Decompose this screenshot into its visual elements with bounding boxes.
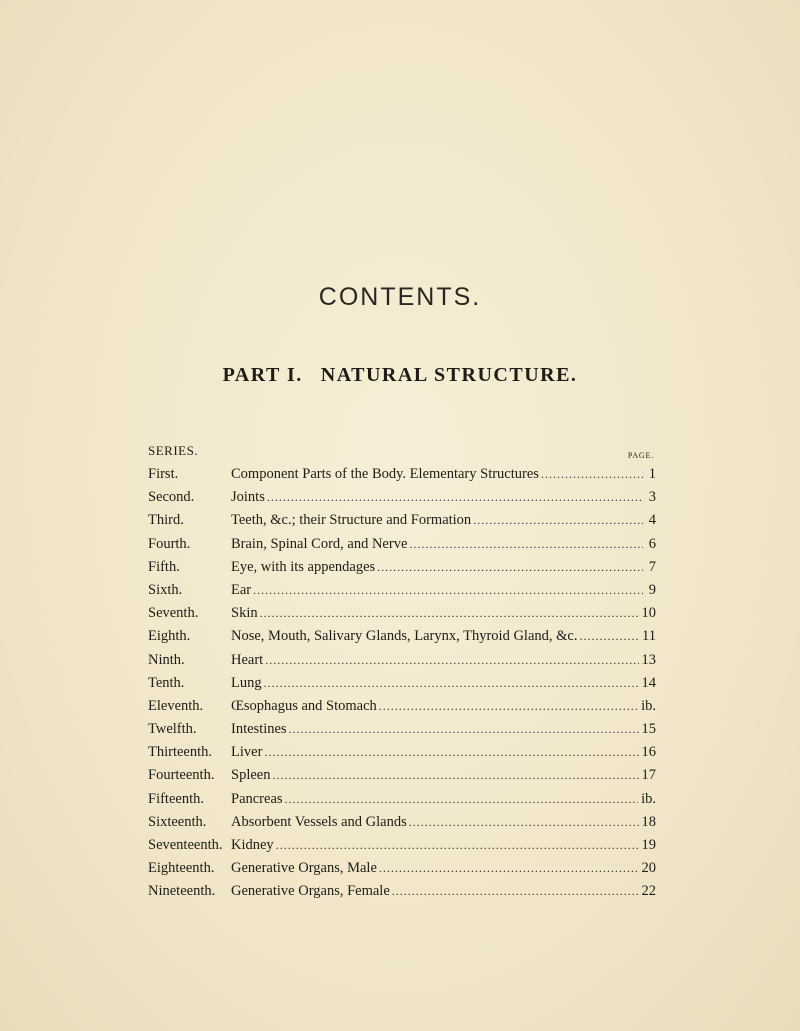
entry-series: Thirteenth. xyxy=(148,744,213,761)
entry-leader xyxy=(231,582,656,599)
entry-page-number: 17 xyxy=(641,767,656,784)
entry-page-number: 20 xyxy=(641,860,656,877)
contents-entry xyxy=(0,883,800,906)
contents-entry xyxy=(0,814,800,837)
contents-entry xyxy=(0,767,800,790)
entry-leader xyxy=(231,652,656,669)
entry-title: Spleen xyxy=(231,767,271,784)
contents-list xyxy=(0,466,800,907)
entry-title: Œsophagus and Stomach xyxy=(231,697,377,714)
entry-series: Fourteenth. xyxy=(148,767,215,784)
entry-page-number: 15 xyxy=(641,721,656,738)
entry-leader xyxy=(231,744,656,761)
entry-series: Third. xyxy=(148,512,184,529)
dot-leader xyxy=(579,629,639,644)
entry-leader xyxy=(231,698,656,715)
entry-series: Ninth. xyxy=(148,651,185,668)
entry-series: Fifteenth. xyxy=(148,790,204,807)
contents-entry xyxy=(0,791,800,814)
entry-title: Pancreas xyxy=(231,790,283,807)
entry-page-number: 14 xyxy=(641,674,656,691)
part-name: NATURAL STRUCTURE. xyxy=(320,364,578,386)
entry-page-number: 3 xyxy=(648,489,656,506)
entry-title: Lung xyxy=(231,674,262,691)
entry-leader xyxy=(231,883,656,900)
contents-entry xyxy=(0,559,800,582)
entry-series: Twelfth. xyxy=(148,721,197,738)
dot-leader xyxy=(409,815,639,830)
entry-page-number: 16 xyxy=(641,744,656,761)
series-column-header: SERIES. xyxy=(148,443,199,458)
entry-title: Liver xyxy=(231,744,263,761)
entry-leader xyxy=(231,791,656,808)
entry-leader xyxy=(231,559,656,576)
entry-title: Component Parts of the Body. Elementary Structures xyxy=(231,466,539,482)
entry-leader xyxy=(231,605,656,622)
page-column-header: PAGE. xyxy=(627,451,654,460)
entry-leader xyxy=(231,767,656,784)
entry-page-number: 19 xyxy=(641,837,656,853)
entry-page-number: 22 xyxy=(641,883,656,900)
entry-title: Generative Organs, Male xyxy=(231,860,377,877)
entry-leader xyxy=(231,721,656,738)
dot-leader xyxy=(379,699,638,714)
entry-title: Ear xyxy=(231,581,252,598)
contents-entry xyxy=(0,628,800,651)
dot-leader xyxy=(253,583,643,598)
contents-entry xyxy=(0,721,800,744)
contents-entry xyxy=(0,512,800,535)
dot-leader xyxy=(276,838,639,853)
entry-series: Sixth. xyxy=(148,581,183,598)
dot-leader xyxy=(264,676,639,691)
entry-leader xyxy=(231,489,656,506)
part-number: PART I. xyxy=(222,364,303,386)
contents-entry xyxy=(0,536,800,559)
entry-series: Nineteenth. xyxy=(148,883,216,900)
entry-leader xyxy=(231,814,656,831)
contents-entry xyxy=(0,675,800,698)
dot-leader xyxy=(541,467,643,482)
part-heading xyxy=(0,364,800,387)
page-title: CONTENTS. xyxy=(318,283,482,311)
contents-entry xyxy=(0,605,800,628)
entry-title: Intestines xyxy=(231,721,287,738)
entry-page-number: ib. xyxy=(641,790,656,807)
entry-page-number: 11 xyxy=(642,628,656,645)
entry-series: Tenth. xyxy=(148,674,185,691)
entry-title: Skin xyxy=(231,605,258,622)
entry-title: Generative Organs, Female xyxy=(231,883,390,900)
dot-leader xyxy=(260,606,639,621)
entry-title: Absorbent Vessels and Glands xyxy=(231,813,407,830)
entry-series: Fifth. xyxy=(148,558,180,575)
entry-title: Kidney xyxy=(231,837,274,853)
entry-page-number: 18 xyxy=(641,813,656,830)
dot-leader xyxy=(264,745,638,760)
entry-title: Joints xyxy=(231,489,265,506)
entry-series: Second. xyxy=(148,489,195,506)
entry-series: Seventh. xyxy=(148,605,199,622)
entry-leader xyxy=(231,466,656,483)
entry-title: Heart xyxy=(231,651,264,668)
dot-leader xyxy=(409,537,643,552)
dot-leader xyxy=(379,861,639,876)
dot-leader xyxy=(473,513,643,528)
entry-leader xyxy=(231,860,656,877)
entry-title: Brain, Spinal Cord, and Nerve xyxy=(231,535,408,552)
entry-leader xyxy=(231,837,656,854)
dot-leader xyxy=(265,653,638,668)
contents-entry xyxy=(0,466,800,489)
entry-leader xyxy=(231,675,656,692)
entry-series: Seventeenth. xyxy=(148,837,223,853)
entry-series: Fourth. xyxy=(148,535,191,552)
dot-leader xyxy=(272,768,638,783)
entry-page-number: 10 xyxy=(641,605,656,622)
entry-page-number: 1 xyxy=(648,466,656,482)
entry-series: Eighteenth. xyxy=(148,860,215,877)
dot-leader xyxy=(392,884,639,899)
entry-series: Eleventh. xyxy=(148,697,204,714)
contents-entry xyxy=(0,744,800,767)
entry-title: Nose, Mouth, Salivary Glands, Larynx, Thyroid Gland, &c. xyxy=(231,628,578,645)
entry-title: Teeth, &c.; their Structure and Formation xyxy=(231,512,472,529)
contents-entry xyxy=(0,489,800,512)
dot-leader xyxy=(289,722,639,737)
dot-leader xyxy=(377,560,643,575)
dot-leader xyxy=(267,490,643,505)
entry-leader xyxy=(231,536,656,553)
entry-series: First. xyxy=(148,466,179,482)
entry-page-number: 7 xyxy=(648,558,656,575)
entry-leader xyxy=(231,628,656,645)
dot-leader xyxy=(285,792,639,807)
entry-page-number: 6 xyxy=(648,535,656,552)
entry-leader xyxy=(231,512,656,529)
entry-page-number: 9 xyxy=(648,581,656,598)
entry-series: Sixteenth. xyxy=(148,813,207,830)
contents-entry xyxy=(0,698,800,721)
contents-entry xyxy=(0,582,800,605)
contents-entry xyxy=(0,652,800,675)
entry-page-number: 4 xyxy=(648,512,656,529)
entry-title: Eye, with its appendages xyxy=(231,558,376,575)
entry-page-number: ib. xyxy=(641,697,656,714)
contents-entry xyxy=(0,837,800,860)
contents-entry xyxy=(0,860,800,883)
entry-page-number: 13 xyxy=(641,651,656,668)
entry-series: Eighth. xyxy=(148,628,191,645)
